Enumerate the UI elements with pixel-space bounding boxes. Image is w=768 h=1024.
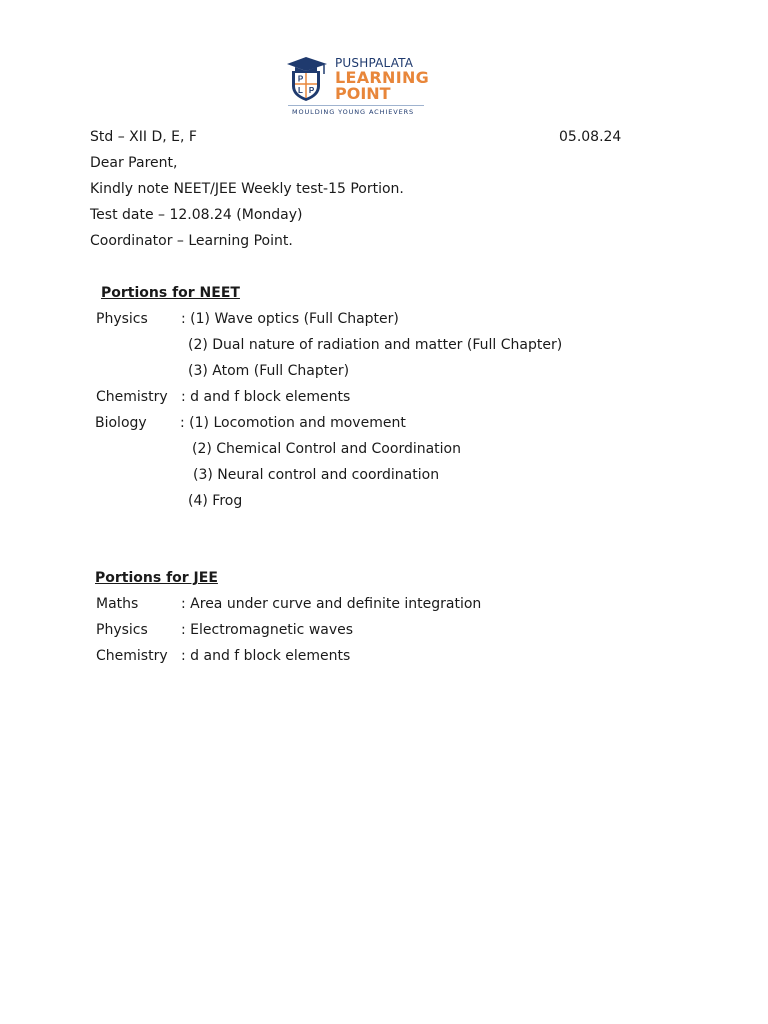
coordinator-line: Coordinator – Learning Point. [90, 233, 293, 249]
school-logo [284, 54, 428, 118]
neet-chemistry-item-1: : d and f block elements [181, 389, 351, 405]
logo-divider [288, 105, 424, 106]
salutation: Dear Parent, [90, 155, 178, 171]
logo-monogram-l: L [298, 86, 303, 95]
logo-tagline: MOULDING YOUNG ACHIEVERS [292, 108, 415, 116]
logo-monogram-p2: P [308, 86, 315, 95]
neet-physics-item-3: (3) Atom (Full Chapter) [188, 363, 350, 379]
jee-chemistry-item: : d and f block elements [181, 648, 351, 664]
test-date: Test date – 12.08.24 (Monday) [90, 207, 303, 223]
logo-monogram-p1: P [297, 74, 304, 84]
logo-brand-line-3: POINT [335, 84, 391, 103]
jee-physics-subject: Physics [96, 622, 148, 638]
jee-maths-item: : Area under curve and definite integration [181, 596, 482, 612]
neet-physics-item-2: (2) Dual nature of radiation and matter (Full Chapter) [188, 337, 563, 353]
std-line: Std – XII D, E, F [90, 129, 197, 145]
jee-heading: Portions for JEE [95, 570, 218, 586]
neet-physics-subject: Physics [96, 311, 148, 327]
neet-heading: Portions for NEET [101, 285, 240, 301]
graduation-cap-shield-icon [284, 54, 332, 102]
neet-chemistry-subject: Chemistry [96, 389, 168, 405]
logo-brand-line-2: LEARNING [335, 68, 430, 87]
logo-brand-line-1: PUSHPALATA [335, 56, 414, 70]
intro-note: Kindly note NEET/JEE Weekly test-15 Portion. [90, 181, 404, 197]
neet-physics-item-1: : (1) Wave optics (Full Chapter) [181, 311, 399, 327]
letter-date: 05.08.24 [559, 129, 622, 145]
jee-physics-item: : Electromagnetic waves [181, 622, 354, 638]
neet-biology-item-2: (2) Chemical Control and Coordination [192, 441, 461, 457]
jee-maths-subject: Maths [96, 596, 139, 612]
jee-chemistry-subject: Chemistry [96, 648, 168, 664]
neet-biology-subject: Biology [95, 415, 147, 431]
neet-biology-item-3: (3) Neural control and coordination [193, 467, 440, 483]
neet-biology-item-4: (4) Frog [188, 493, 243, 509]
neet-biology-item-1: : (1) Locomotion and movement [180, 415, 406, 431]
